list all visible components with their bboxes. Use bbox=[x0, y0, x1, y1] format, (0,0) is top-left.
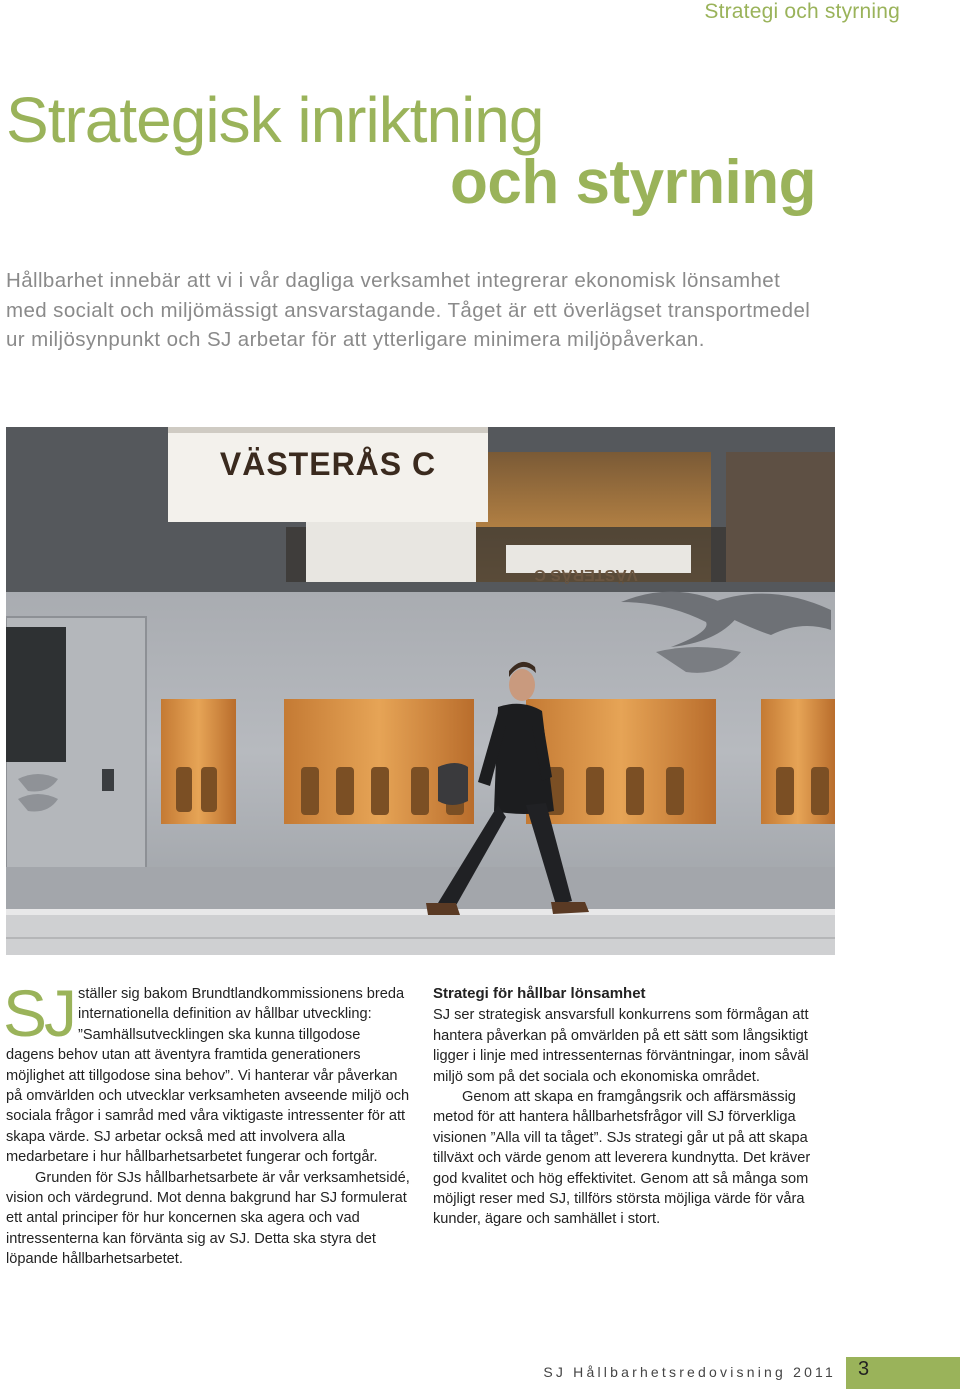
right-paragraph-2: Genom att skapa en framgångsrik och affärsmässig metod för att hantera hållbarhetsfrågor vill SJ förverkliga visionen ”Alla vill ta tåget”. SJs strategi går ut på att skapa tillväxt och värde genom att leverera kundnytta. Det kräver god kvalitet och hög effektivitet. Genom att så många som möjligt reser med SJ, tillförs största möjliga värde för våra kunder, ägare och samhället i stort. bbox=[433, 1089, 811, 1228]
lead-line-2: med socialt och miljömässigt ansvarstagande. Tåget är ett överlägset transportmedel bbox=[6, 298, 811, 322]
station-sign-text: VÄSTERÅS C bbox=[219, 446, 437, 482]
right-column bbox=[433, 984, 837, 1230]
page-number: 3 bbox=[858, 1358, 870, 1380]
footer-publication: SJ Hållbarhetsredovisning 2011 bbox=[543, 1364, 836, 1380]
left-paragraph-2: Grunden för SJs hållbarhetsarbete är vår verksamhetsidé, vision och värdegrund. Mot denna bakgrund har SJ formulerat ett antal principer för hur koncernen ska agera och vad intressenterna kan förvänta sig av SJ. Detta ska styra det löpande hållbarhetsarbetet. bbox=[6, 1169, 410, 1268]
page-title-line1: Strategisk inriktning bbox=[6, 84, 544, 156]
left-column bbox=[3, 976, 410, 1270]
left-paragraph-1 bbox=[3, 976, 410, 1168]
train-photo bbox=[6, 427, 835, 955]
lead-line-1: Hållbarhet innebär att vi i vår dagliga verksamhet integrerar ekonomisk lönsamhet bbox=[6, 269, 781, 292]
dropcap: SJ bbox=[3, 976, 75, 1050]
lead-line-3: ur miljösynpunkt och SJ arbetar för att ytterligare minimera miljöpåverkan. bbox=[6, 328, 705, 351]
lead-paragraph bbox=[6, 266, 856, 355]
right-paragraph-1: SJ ser strategisk ansvarsfull konkurrens som förmågan att hantera påverkan på omvärlden på ett sätt som långsiktigt ligger i linje med intressenternas förväntningar, inom såväl miljö som på det sociala och ekonomiska området. bbox=[433, 1007, 809, 1085]
left-paragraph-1-text: ställer sig bakom Brundtlandkommissionens breda internationella definition av hållbar utveckling: ”Samhällsutvecklingen ska kunna tillgodose dagens behov utan att äventyra framtida generationers möjlighet att tillgodose sina behov”. Vi hanterar vår påverkan på omvärlden och utvecklar verksamheten avseende miljö och sociala frågor i samråd med våra viktigaste intressenter för att skapa värde. SJ arbetar också med att involvera alla medarbetare i hur hållbarhetsarbetet fungerar och fortgår. bbox=[6, 986, 410, 1166]
sign-reflection-text: VÄSTERÅS C bbox=[534, 566, 638, 583]
section-label: Strategi och styrning bbox=[704, 0, 900, 23]
page-title-line2: och styrning bbox=[450, 148, 817, 217]
right-column-heading: Strategi för hållbar lönsamhet bbox=[433, 985, 646, 1002]
